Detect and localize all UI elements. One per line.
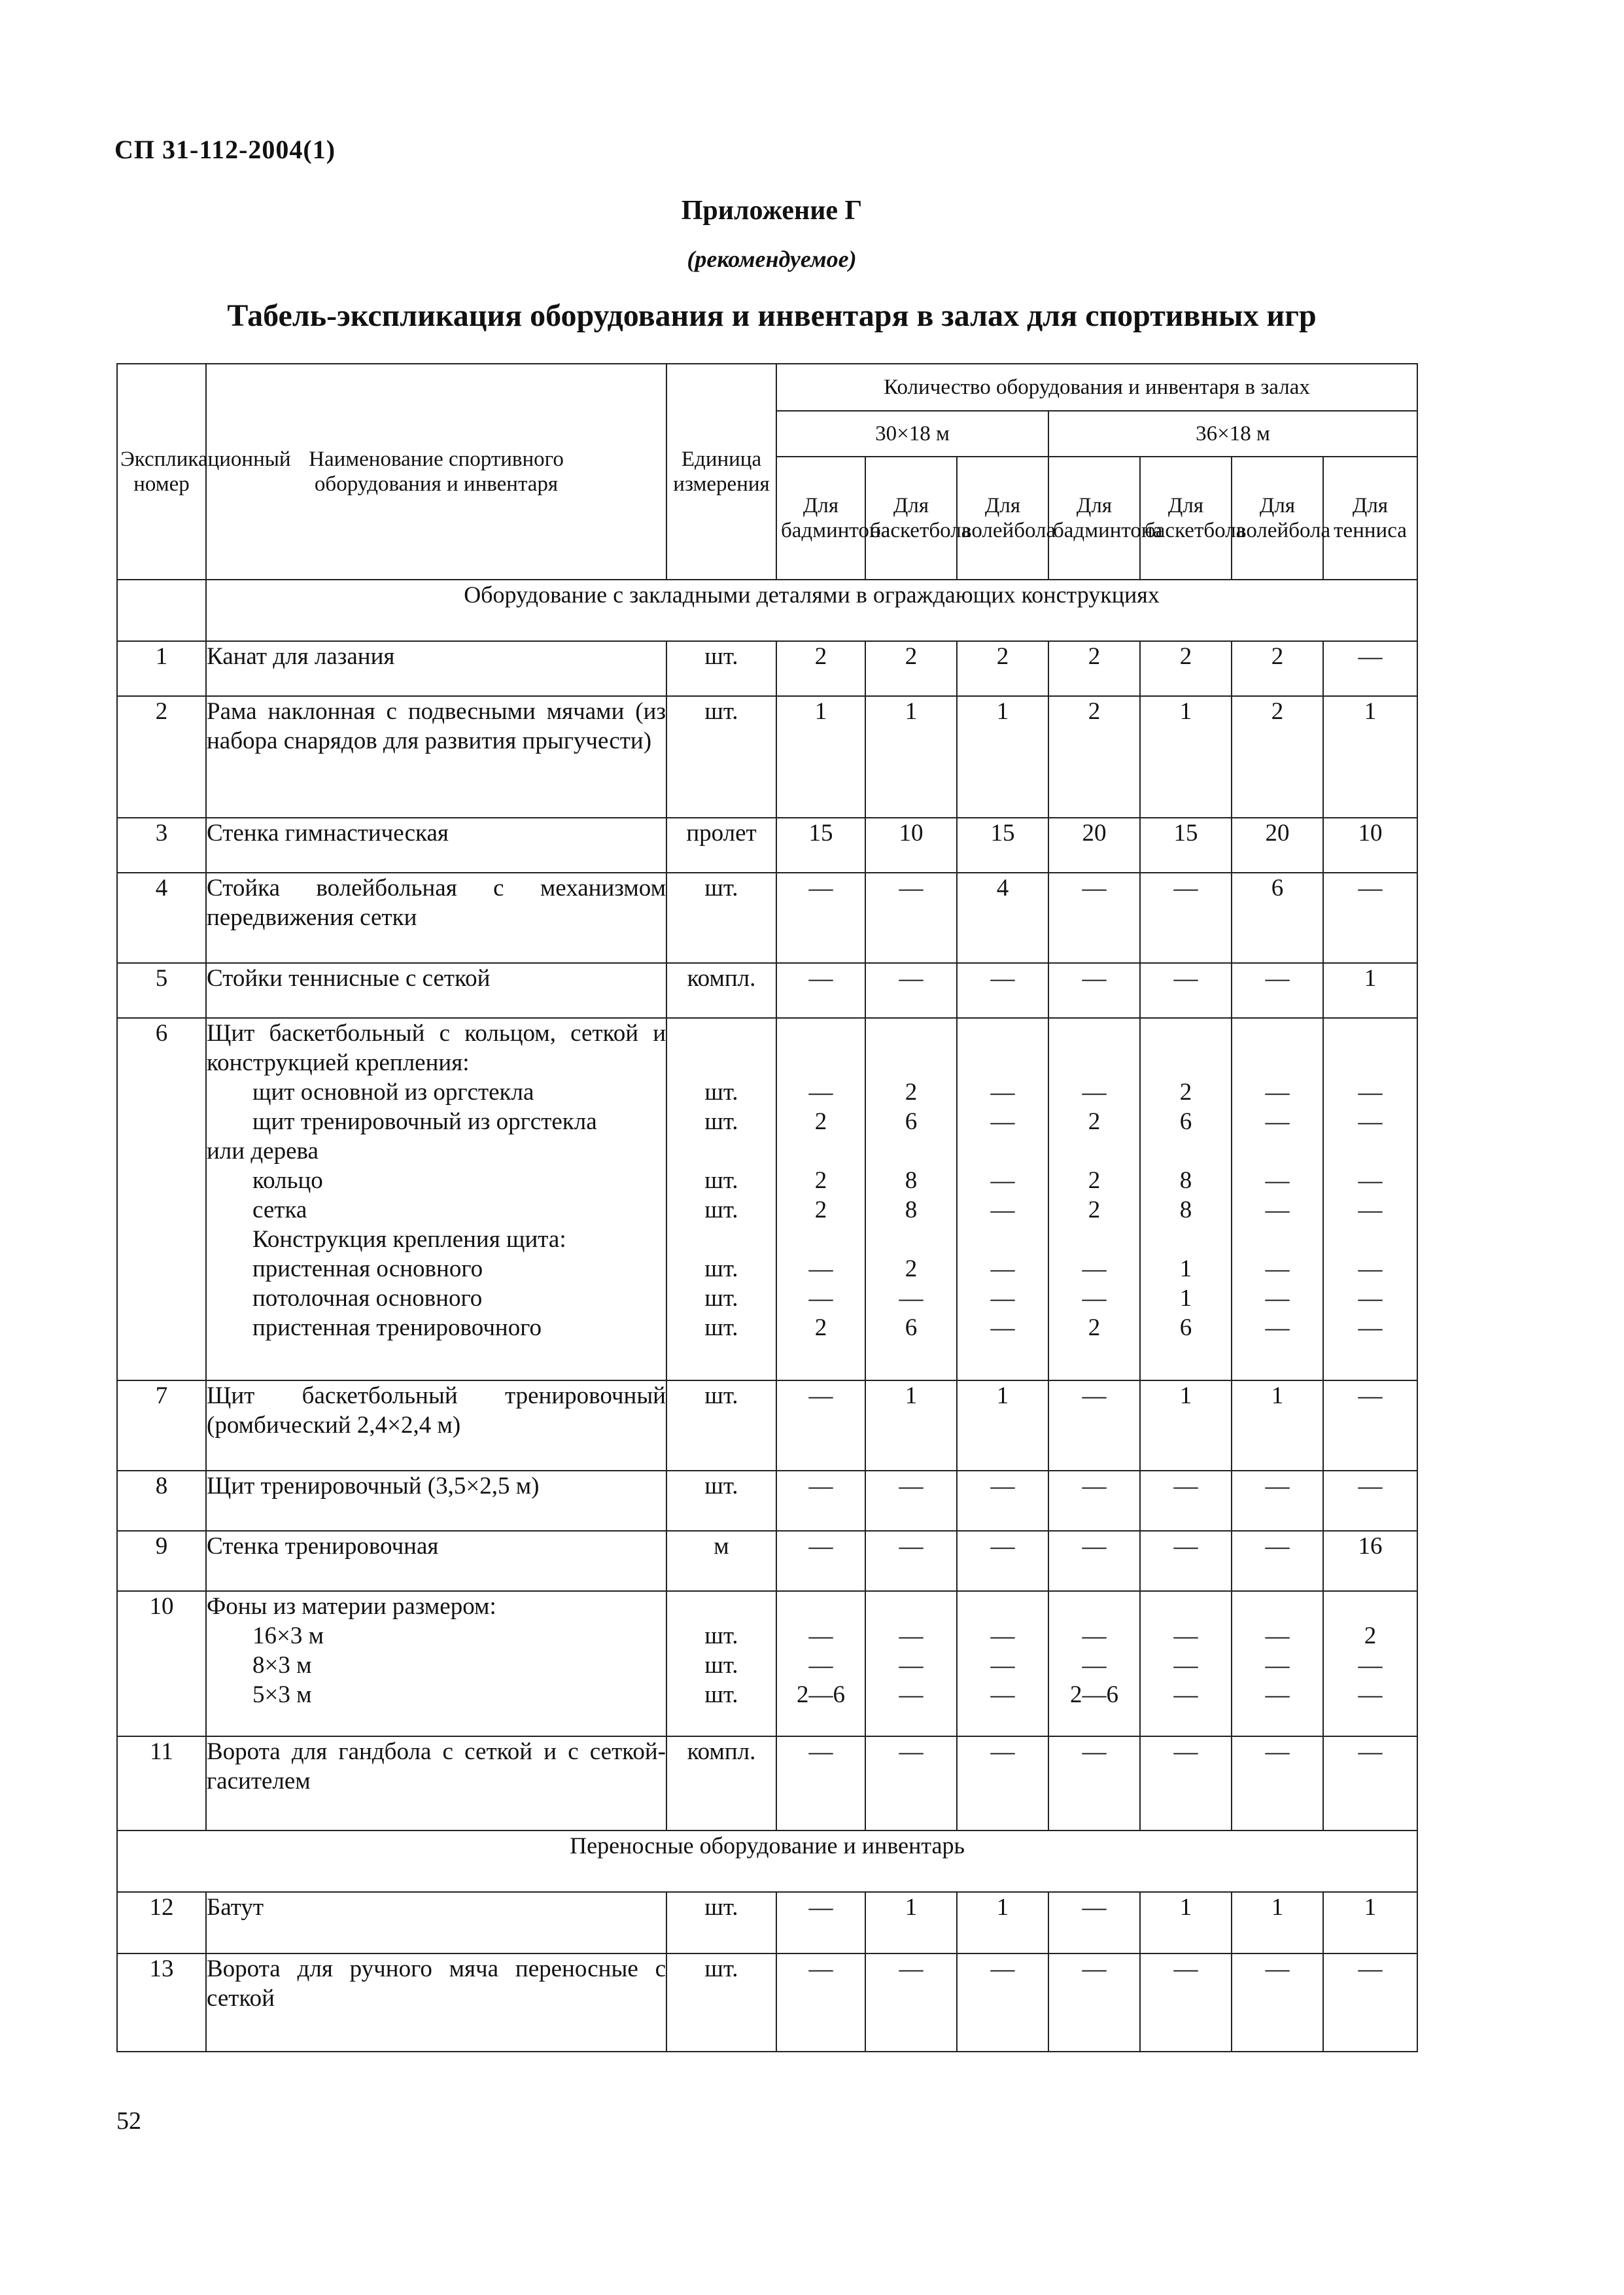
subitem-value: 6 <box>905 1314 918 1341</box>
table-row <box>117 1380 1417 1471</box>
value-cell: — <box>776 1380 865 1471</box>
value-cell: 15 <box>1140 818 1232 873</box>
row-number: 3 <box>117 818 206 873</box>
row-unit: компл. <box>666 963 776 1018</box>
table-row <box>117 818 1417 873</box>
value-cell: — <box>1048 1531 1140 1591</box>
row-name-text: Щит баскетбольный с кольцом, сеткой и конструкцией крепления: <box>207 1020 666 1076</box>
subitem-value: — <box>1358 1681 1383 1708</box>
value-cell <box>776 1591 865 1736</box>
header-badminton-2-text: Для бадминтона <box>1053 494 1163 542</box>
value-cell: — <box>1048 1736 1140 1831</box>
row-number: 9 <box>117 1531 206 1591</box>
subitem-value: — <box>808 1079 833 1106</box>
subitem-value: 2 <box>814 1197 827 1223</box>
table-title: Табель-экспликация оборудования и инвентаря в залах для спортивных игр <box>227 298 1317 333</box>
subitem-value: — <box>1265 1255 1290 1282</box>
value-cell: — <box>1048 1892 1140 1953</box>
subitem-unit: шт. <box>704 1652 738 1679</box>
subitem-value: 8 <box>1179 1167 1192 1194</box>
subitem-value: — <box>899 1285 924 1312</box>
subitem-value: — <box>1265 1197 1290 1223</box>
row-number: 6 <box>117 1018 206 1380</box>
table-row <box>117 1018 1417 1380</box>
subitem-value: — <box>1265 1079 1290 1106</box>
header-tennis <box>1323 457 1417 580</box>
value-cell <box>957 1591 1048 1736</box>
table-row <box>117 873 1417 963</box>
subitem-value: — <box>1265 1681 1290 1708</box>
subitem-value: 2 <box>814 1167 827 1194</box>
value-cell: 2 <box>1048 641 1140 696</box>
row-number: 13 <box>117 1953 206 2052</box>
subitem-unit: шт. <box>704 1255 738 1282</box>
equipment-table <box>116 363 1418 2052</box>
appendix-title: Приложение Г <box>681 196 863 226</box>
subitem-value: — <box>1173 1681 1198 1708</box>
subitem-value: 2 <box>1088 1314 1101 1341</box>
subitem-value: — <box>1265 1652 1290 1679</box>
value-cell: — <box>1323 873 1417 963</box>
subitem-value: 6 <box>1179 1108 1192 1135</box>
row-name: Стенка гимнастическая <box>206 818 666 873</box>
value-cell: — <box>957 1953 1048 2052</box>
value-cell <box>1323 1018 1417 1380</box>
subitem-value: — <box>1358 1652 1383 1679</box>
header-badminton-2 <box>1048 457 1163 580</box>
row-name: Стенка тренировочная <box>206 1531 666 1591</box>
value-cell <box>1232 1018 1323 1380</box>
subitem-label: пристенная основного <box>252 1255 483 1282</box>
value-cell: — <box>1048 1953 1140 2052</box>
subitem-value: — <box>990 1197 1015 1223</box>
value-cell: — <box>865 963 957 1018</box>
subitem-value: — <box>1358 1255 1383 1282</box>
subitem-value: 2 <box>1179 1079 1192 1106</box>
row-unit: шт. <box>666 1953 776 2052</box>
table-row <box>117 1892 1417 1953</box>
row-unit: шт. <box>666 1380 776 1471</box>
value-cell: — <box>776 1953 865 2052</box>
value-cell: — <box>1232 1736 1323 1831</box>
value-cell: 1 <box>1323 963 1417 1018</box>
subitem-value: 8 <box>1179 1197 1192 1223</box>
subitem-value: 2 <box>1088 1108 1101 1135</box>
subitem-unit: шт. <box>704 1079 738 1106</box>
subitem-label: пристенная тренировочного <box>252 1314 542 1341</box>
value-cell: — <box>957 1736 1048 1831</box>
subitem-value: — <box>899 1622 924 1649</box>
value-cell: — <box>1323 1953 1417 2052</box>
subitem-value: — <box>1082 1622 1107 1649</box>
subitem-value: 2 <box>905 1255 918 1282</box>
row-name <box>206 1018 666 1380</box>
subitem-label: щит тренировочный из оргстекла <box>252 1108 597 1135</box>
subitem-value: 1 <box>1179 1285 1192 1312</box>
subitem-value: 8 <box>905 1167 918 1194</box>
subitem-value: 2 <box>1088 1167 1101 1194</box>
value-cell: — <box>1232 1953 1323 2052</box>
value-cell: 6 <box>1232 873 1323 963</box>
header-name <box>206 364 666 580</box>
header-volleyball-2-text: Для волейбола <box>1236 494 1331 542</box>
row-name: Канат для лазания <box>206 641 666 696</box>
subitem-value: — <box>990 1285 1015 1312</box>
subitem-value: 6 <box>905 1108 918 1135</box>
header-basketball-2 <box>1140 457 1246 580</box>
row-number: 4 <box>117 873 206 963</box>
value-cell: 1 <box>776 696 865 818</box>
value-cell <box>1140 1591 1232 1736</box>
value-cell: — <box>957 963 1048 1018</box>
section-spacer <box>117 580 206 641</box>
value-cell <box>957 1018 1048 1380</box>
header-badminton-1 <box>776 457 891 580</box>
subitem-label: 8×3 м <box>252 1652 312 1679</box>
subitem-unit: шт. <box>704 1314 738 1341</box>
value-cell <box>865 1591 957 1736</box>
subitem-label: потолочная основного <box>252 1285 483 1312</box>
header-hall-30x18: 30×18 м <box>776 411 1048 457</box>
value-cell <box>1048 1591 1140 1736</box>
value-cell: — <box>1140 1531 1232 1591</box>
value-cell: — <box>1232 963 1323 1018</box>
subitem-value: — <box>1265 1314 1290 1341</box>
subitem-label: или дерева <box>207 1138 319 1165</box>
table-row <box>117 696 1417 818</box>
row-name <box>206 1591 666 1736</box>
table-row <box>117 963 1417 1018</box>
header-unit-text: Единица измерения <box>673 447 770 496</box>
value-cell: 1 <box>957 696 1048 818</box>
appendix-note: (рекомендуемое) <box>687 246 857 272</box>
subitem-unit: шт. <box>704 1108 738 1135</box>
header-basketball-1 <box>865 457 971 580</box>
subitem-value: 2 <box>1088 1197 1101 1223</box>
row-unit: м <box>666 1531 776 1591</box>
subitem-value: — <box>1082 1652 1107 1679</box>
value-cell: 1 <box>1232 1892 1323 1953</box>
row-number: 12 <box>117 1892 206 1953</box>
row-unit: шт. <box>666 696 776 818</box>
value-cell: — <box>865 1531 957 1591</box>
row-unit <box>666 1018 776 1380</box>
subitem-value: 1 <box>1179 1255 1192 1282</box>
header-volleyball-2 <box>1232 457 1331 580</box>
value-cell: — <box>776 963 865 1018</box>
page-number: 52 <box>116 2107 141 2135</box>
value-cell <box>776 1018 865 1380</box>
subitem-value: — <box>990 1681 1015 1708</box>
subitem-value: — <box>808 1622 833 1649</box>
value-cell: — <box>1140 963 1232 1018</box>
subitem-value: — <box>899 1681 924 1708</box>
row-number: 7 <box>117 1380 206 1471</box>
table-row <box>117 1953 1417 2052</box>
header-quantity: Количество оборудования и инвентаря в залах <box>776 364 1417 411</box>
value-cell: — <box>1140 873 1232 963</box>
subitem-value: — <box>1358 1167 1383 1194</box>
header-unit <box>666 364 776 580</box>
table-row <box>117 1531 1417 1591</box>
subitem-value: — <box>1173 1652 1198 1679</box>
subitem-label: сетка <box>252 1197 307 1223</box>
row-name: Щит тренировочный (3,5×2,5 м) <box>206 1471 666 1531</box>
value-cell <box>1048 1018 1140 1380</box>
value-cell: — <box>1140 1953 1232 2052</box>
value-cell <box>1323 1591 1417 1736</box>
value-cell: — <box>865 1953 957 2052</box>
section-portable-equipment: Переносные оборудование и инвентарь <box>117 1831 1417 1892</box>
subitem-unit: шт. <box>704 1197 738 1223</box>
document-code: СП 31-112-2004(1) <box>114 135 336 164</box>
value-cell: 10 <box>865 818 957 873</box>
subitem-value: — <box>1358 1314 1383 1341</box>
value-cell: — <box>776 1531 865 1591</box>
value-cell: 15 <box>776 818 865 873</box>
header-volleyball-1-text: Для волейбола <box>961 494 1056 542</box>
header-tennis-text: Для тенниса <box>1334 494 1407 542</box>
subitem-value: 8 <box>905 1197 918 1223</box>
subitem-value: 2 <box>1364 1622 1377 1649</box>
subitem-value: — <box>1082 1255 1107 1282</box>
value-cell: — <box>776 1471 865 1531</box>
value-cell: 2 <box>776 641 865 696</box>
value-cell: — <box>865 1471 957 1531</box>
subitem-value: 2—6 <box>797 1681 845 1708</box>
row-name: Стойка волейбольная с механизмом передвижения сетки <box>206 873 666 963</box>
table-row <box>117 641 1417 696</box>
value-cell <box>1140 1018 1232 1380</box>
subitem-value: — <box>1358 1108 1383 1135</box>
value-cell: — <box>1048 963 1140 1018</box>
subitem-value: — <box>1358 1285 1383 1312</box>
row-number: 8 <box>117 1471 206 1531</box>
row-number: 11 <box>117 1736 206 1831</box>
value-cell: — <box>1232 1531 1323 1591</box>
subitem-value: 2 <box>814 1108 827 1135</box>
subitem-unit: шт. <box>704 1167 738 1194</box>
value-cell: — <box>1048 873 1140 963</box>
subitem-value: — <box>990 1079 1015 1106</box>
value-cell: — <box>1323 641 1417 696</box>
row-number: 5 <box>117 963 206 1018</box>
value-cell: 1 <box>1140 1380 1232 1471</box>
value-cell: 2 <box>865 641 957 696</box>
value-cell: — <box>776 1736 865 1831</box>
value-cell: 1 <box>1323 696 1417 818</box>
value-cell: 20 <box>1048 818 1140 873</box>
header-basketball-1-text: Для баскетбола <box>870 494 971 542</box>
subitem-value: — <box>990 1622 1015 1649</box>
value-cell: 10 <box>1323 818 1417 873</box>
value-cell: 4 <box>957 873 1048 963</box>
value-cell: — <box>1323 1736 1417 1831</box>
value-cell: 1 <box>1323 1892 1417 1953</box>
row-unit <box>666 1591 776 1736</box>
row-name: Батут <box>206 1892 666 1953</box>
value-cell: — <box>1140 1471 1232 1531</box>
section-fixed-equipment: Оборудование с закладными деталями в ограждающих конструкциях <box>206 580 1417 641</box>
subitem-value: — <box>808 1652 833 1679</box>
subitem-value: — <box>808 1255 833 1282</box>
value-cell: — <box>776 1892 865 1953</box>
header-volleyball-1 <box>957 457 1056 580</box>
subitem-value: 2—6 <box>1070 1681 1118 1708</box>
row-number: 10 <box>117 1591 206 1736</box>
value-cell <box>1232 1591 1323 1736</box>
value-cell: 2 <box>1232 641 1323 696</box>
subitem-label: щит основной из оргстекла <box>252 1079 534 1106</box>
value-cell: 2 <box>957 641 1048 696</box>
value-cell: — <box>865 1736 957 1831</box>
subitem-unit: шт. <box>704 1285 738 1312</box>
subitem-value: 6 <box>1179 1314 1192 1341</box>
row-number: 2 <box>117 696 206 818</box>
header-explic-number <box>117 364 291 580</box>
value-cell: 1 <box>1140 696 1232 818</box>
subitem-label: Конструкция крепления щита: <box>252 1226 566 1253</box>
subitem-value: — <box>1358 1079 1383 1106</box>
row-unit: шт. <box>666 641 776 696</box>
value-cell: — <box>1323 1471 1417 1531</box>
value-cell: — <box>1140 1736 1232 1831</box>
header-hall-36x18: 36×18 м <box>1048 411 1417 457</box>
subitem-label: 16×3 м <box>252 1622 324 1649</box>
value-cell: — <box>957 1531 1048 1591</box>
subitem-value: — <box>1173 1622 1198 1649</box>
subitem-value: — <box>1265 1167 1290 1194</box>
row-unit: пролет <box>666 818 776 873</box>
value-cell: — <box>1048 1380 1140 1471</box>
subitem-label: кольцо <box>252 1167 323 1194</box>
value-cell <box>865 1018 957 1380</box>
row-name: Ворота для гандбола с сеткой и с сеткой-гасителем <box>206 1736 666 1831</box>
value-cell: 2 <box>1232 696 1323 818</box>
row-name: Щит баскетбольный тренировочный (ромбический 2,4×2,4 м) <box>206 1380 666 1471</box>
table-row <box>117 1471 1417 1531</box>
subitem-value: — <box>1082 1079 1107 1106</box>
value-cell: 1 <box>1232 1380 1323 1471</box>
row-unit: шт. <box>666 1892 776 1953</box>
value-cell: 1 <box>865 1892 957 1953</box>
value-cell: — <box>1232 1471 1323 1531</box>
value-cell: — <box>1048 1471 1140 1531</box>
header-basketball-2-text: Для баскетбола <box>1145 494 1246 542</box>
subitem-value: — <box>1265 1285 1290 1312</box>
value-cell: 1 <box>957 1892 1048 1953</box>
row-unit: шт. <box>666 1471 776 1531</box>
subitem-value: — <box>808 1285 833 1312</box>
subitem-value: — <box>1358 1197 1383 1223</box>
value-cell: — <box>776 873 865 963</box>
subitem-value: — <box>1265 1622 1290 1649</box>
row-unit: компл. <box>666 1736 776 1831</box>
value-cell: — <box>1323 1380 1417 1471</box>
subitem-unit: шт. <box>704 1622 738 1649</box>
row-name: Ворота для ручного мяча переносные с сеткой <box>206 1953 666 2052</box>
row-name: Рама наклонная с подвесными мячами (из набора снарядов для развития прыгучести) <box>206 696 666 818</box>
value-cell: 2 <box>1048 696 1140 818</box>
table-row <box>117 1591 1417 1736</box>
value-cell: 1 <box>957 1380 1048 1471</box>
value-cell: 1 <box>865 1380 957 1471</box>
table-row <box>117 1736 1417 1831</box>
subitem-value: — <box>990 1108 1015 1135</box>
header-badminton-1-text: Для бадминтона <box>781 494 891 542</box>
value-cell: 20 <box>1232 818 1323 873</box>
subitem-value: — <box>1265 1108 1290 1135</box>
subitem-value: — <box>990 1167 1015 1194</box>
value-cell: — <box>957 1471 1048 1531</box>
row-number: 1 <box>117 641 206 696</box>
header-name-text: Наименование спортивного оборудования и инвентаря <box>309 447 564 496</box>
value-cell: 15 <box>957 818 1048 873</box>
header-explic-number-text: Экспликационный номер <box>120 447 291 496</box>
value-cell: 16 <box>1323 1531 1417 1591</box>
subitem-value: — <box>1082 1285 1107 1312</box>
value-cell: 1 <box>865 696 957 818</box>
subitem-unit: шт. <box>704 1681 738 1708</box>
subitem-label: 5×3 м <box>252 1681 312 1708</box>
value-cell: 2 <box>1140 641 1232 696</box>
row-name: Стойки теннисные с сеткой <box>206 963 666 1018</box>
row-name-text: Фоны из материи размером: <box>207 1593 496 1620</box>
subitem-value: 2 <box>905 1079 918 1106</box>
row-unit: шт. <box>666 873 776 963</box>
subitem-value: — <box>990 1255 1015 1282</box>
subitem-value: 2 <box>814 1314 827 1341</box>
subitem-value: — <box>899 1652 924 1679</box>
value-cell: 1 <box>1140 1892 1232 1953</box>
subitem-value: — <box>990 1314 1015 1341</box>
subitem-value: — <box>990 1652 1015 1679</box>
value-cell: — <box>865 873 957 963</box>
